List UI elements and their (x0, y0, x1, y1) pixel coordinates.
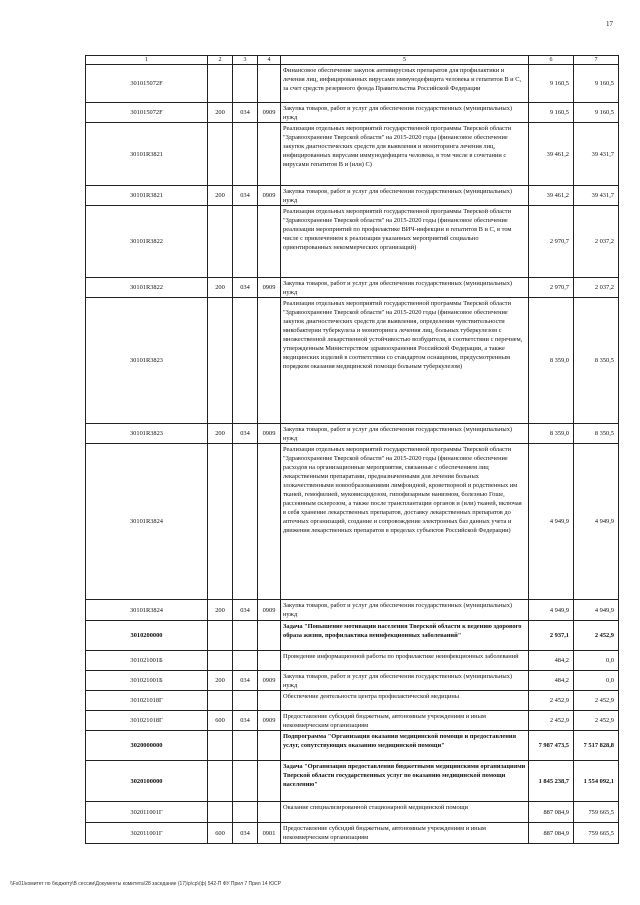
cell-value-1: 7 987 473,5 (529, 731, 574, 761)
cell-subsection (258, 691, 281, 711)
cell-value-1: 39 461,2 (529, 123, 574, 186)
cell-subsection: 0909 (258, 711, 281, 731)
table-header-row (86, 56, 619, 65)
cell-description: Закупка товаров, работ и услуг для обеспечения государственных (муниципальных) нужд (281, 103, 529, 123)
table-row (86, 621, 619, 651)
cell-grbs: 200 (208, 278, 233, 298)
cell-value-2: 39 431,7 (574, 186, 619, 206)
cell-code: 30101R3823 (86, 298, 208, 424)
cell-value-1: 887 084,9 (529, 823, 574, 844)
cell-description: Реализация отдельных мероприятий государственной программы Тверской области "Здравоохранение Тверской области" на 2015-2020 годы (финансовое обеспечение реализации мероприятий по профилактике ВИЧ-инфекции и гепатитов В и С, в том числе с привлечением к реализации указанных мероприятий социально ориентированных некоммерческих организаций) (281, 206, 529, 278)
table-row (86, 691, 619, 711)
table-row (86, 186, 619, 206)
table-row (86, 206, 619, 278)
cell-subsection: 0909 (258, 600, 281, 621)
column-header: 3 (233, 56, 258, 65)
cell-value-1: 1 845 238,7 (529, 761, 574, 802)
cell-section (233, 65, 258, 103)
cell-grbs (208, 123, 233, 186)
cell-value-1: 8 359,0 (529, 298, 574, 424)
cell-value-2: 4 949,9 (574, 444, 619, 600)
cell-code: 301021018Г (86, 691, 208, 711)
cell-section: 034 (233, 671, 258, 691)
cell-value-1: 8 359,0 (529, 424, 574, 444)
cell-value-2: 2 452,9 (574, 711, 619, 731)
cell-value-2: 7 517 828,8 (574, 731, 619, 761)
cell-section (233, 444, 258, 600)
cell-value-2: 8 350,5 (574, 424, 619, 444)
column-header: 4 (258, 56, 281, 65)
cell-value-1: 4 949,9 (529, 444, 574, 600)
cell-grbs (208, 65, 233, 103)
table-row (86, 711, 619, 731)
table-row (86, 278, 619, 298)
table-row (86, 671, 619, 691)
cell-code: 301015072F (86, 65, 208, 103)
cell-value-1: 2 970,7 (529, 278, 574, 298)
cell-code: 3020000000 (86, 731, 208, 761)
cell-value-1: 9 160,5 (529, 103, 574, 123)
cell-subsection (258, 123, 281, 186)
cell-code: 30101R3821 (86, 186, 208, 206)
table-row (86, 761, 619, 802)
cell-description: Закупка товаров, работ и услуг для обеспечения государственных (муниципальных) нужд (281, 600, 529, 621)
cell-section: 034 (233, 823, 258, 844)
cell-section (233, 731, 258, 761)
cell-value-2: 2 452,9 (574, 621, 619, 651)
cell-value-1: 484,2 (529, 671, 574, 691)
cell-subsection: 0909 (258, 186, 281, 206)
cell-value-1: 2 970,7 (529, 206, 574, 278)
cell-code: 301021001Б (86, 651, 208, 671)
cell-code: 30101R3823 (86, 424, 208, 444)
cell-description: Реализация отдельных мероприятий государственной программы Тверской области "Здравоохранение Тверской области" на 2015-2020 годы (финансовое обеспечение закупок диагностических средств для выявления и мониторинга лечения лиц, инфицированных вирусами иммунодефицита человека, в том числе в сочетании с вирусами гепатитов В и (или) С) (281, 123, 529, 186)
cell-description: Подпрограмма "Организация оказания медицинской помощи и предоставления услуг, сопутствующих оказанию медицинской помощи" (281, 731, 529, 761)
cell-value-2: 759 665,5 (574, 823, 619, 844)
cell-subsection: 0909 (258, 278, 281, 298)
cell-grbs: 600 (208, 711, 233, 731)
table-row (86, 731, 619, 761)
cell-description: Закупка товаров, работ и услуг для обеспечения государственных (муниципальных) нужд (281, 278, 529, 298)
cell-grbs (208, 651, 233, 671)
cell-grbs (208, 444, 233, 600)
cell-description: Оказание специализированной стационарной медицинской помощи (281, 802, 529, 823)
cell-grbs (208, 802, 233, 823)
cell-subsection (258, 65, 281, 103)
cell-subsection (258, 206, 281, 278)
cell-value-1: 484,2 (529, 651, 574, 671)
cell-grbs: 600 (208, 823, 233, 844)
cell-subsection (258, 731, 281, 761)
cell-value-1: 9 160,5 (529, 65, 574, 103)
cell-subsection: 0909 (258, 424, 281, 444)
cell-value-2: 9 160,5 (574, 65, 619, 103)
cell-value-2: 1 554 092,1 (574, 761, 619, 802)
cell-value-2: 2 037,2 (574, 206, 619, 278)
column-header: 6 (529, 56, 574, 65)
cell-subsection: 0909 (258, 671, 281, 691)
cell-grbs (208, 206, 233, 278)
cell-code: 30101R3824 (86, 600, 208, 621)
cell-description: Закупка товаров, работ и услуг для обеспечения государственных (муниципальных) нужд (281, 671, 529, 691)
cell-value-1: 2 937,1 (529, 621, 574, 651)
cell-value-2: 4 949,9 (574, 600, 619, 621)
cell-value-2: 9 160,5 (574, 103, 619, 123)
cell-code: 302011001Г (86, 802, 208, 823)
cell-grbs: 200 (208, 186, 233, 206)
cell-grbs (208, 761, 233, 802)
cell-section: 034 (233, 711, 258, 731)
table-row (86, 651, 619, 671)
cell-section (233, 691, 258, 711)
cell-value-1: 39 461,2 (529, 186, 574, 206)
cell-value-2: 759 665,5 (574, 802, 619, 823)
cell-grbs (208, 731, 233, 761)
column-header: 5 (281, 56, 529, 65)
cell-description: Закупка товаров, работ и услуг для обеспечения государственных (муниципальных) нужд (281, 186, 529, 206)
cell-value-2: 8 350,5 (574, 298, 619, 424)
cell-description: Реализация отдельных мероприятий государственной программы Тверской области "Здравоохранение Тверской области" на 2015-2020 годы (финансовое обеспечение расходов на организационные мероприятия, связанные с обеспечением лиц лекарственными препаратами, предназначенными для лечения больных злокачественными новообразованиями лимфоидной, кроветворной и родственных им тканей, гемофилией, муковисцидозом, гипофизарным нанизмом, болезнью Гоше, рассеянным склерозом, а также после трансплантации органов и (или) тканей, включая в себя хранение лекарственных препаратов, доставку лекарственных препаратов до аптечных организаций, создание и сопровождение электронных баз данных учета и движения лекарственных препаратов в пределах субъектов Российской Федерации) (281, 444, 529, 600)
table-row (86, 802, 619, 823)
cell-description: Финансовое обеспечение закупок антивирусных препаратов для профилактики и лечения лиц, инфицированных вирусами иммунодефицита человека и гепатитов В и С, за счет средств резервного фонда Правительства Российской Федерации (281, 65, 529, 103)
table-row (86, 823, 619, 844)
cell-value-2: 2 452,9 (574, 691, 619, 711)
cell-description: Закупка товаров, работ и услуг для обеспечения государственных (муниципальных) нужд (281, 424, 529, 444)
cell-description: Проведение информационной работы по профилактике неинфекционных заболеваний (281, 651, 529, 671)
cell-code: 302011001Г (86, 823, 208, 844)
cell-grbs (208, 298, 233, 424)
cell-description: Обеспечение деятельности центра профилактической медицины (281, 691, 529, 711)
cell-code: 30101R3824 (86, 444, 208, 600)
cell-section (233, 761, 258, 802)
cell-section (233, 651, 258, 671)
table-row (86, 103, 619, 123)
cell-value-2: 39 431,7 (574, 123, 619, 186)
cell-subsection (258, 761, 281, 802)
footer-file-path: \\Fs01\комитет по бюджету\В сессии\Документы комитета\28 заседание (17)\р\ср\(ф) 542-П ФУ Прил 7 Прил 14 ЮСР (10, 881, 281, 887)
cell-section (233, 621, 258, 651)
cell-value-2: 0,0 (574, 651, 619, 671)
cell-grbs: 200 (208, 424, 233, 444)
table-row (86, 600, 619, 621)
cell-section (233, 206, 258, 278)
table-row (86, 444, 619, 600)
table-row (86, 123, 619, 186)
cell-subsection (258, 298, 281, 424)
cell-code: 30101R3822 (86, 206, 208, 278)
cell-section (233, 802, 258, 823)
column-header: 1 (86, 56, 208, 65)
cell-grbs: 200 (208, 103, 233, 123)
cell-subsection (258, 621, 281, 651)
cell-subsection (258, 802, 281, 823)
cell-section (233, 123, 258, 186)
cell-code: 30101R3821 (86, 123, 208, 186)
cell-subsection (258, 444, 281, 600)
table-row (86, 65, 619, 103)
cell-description: Задача "Повышение мотивации населения Тверской области к ведению здорового образа жизни, профилактика неинфекционных заболеваний" (281, 621, 529, 651)
cell-grbs (208, 621, 233, 651)
cell-subsection: 0909 (258, 103, 281, 123)
column-header: 7 (574, 56, 619, 65)
cell-value-2: 2 037,2 (574, 278, 619, 298)
cell-description: Предоставление субсидий бюджетным, автономным учреждениям и иным некоммерческим организациям (281, 711, 529, 731)
cell-value-1: 2 452,9 (529, 711, 574, 731)
cell-code: 3020100000 (86, 761, 208, 802)
cell-code: 301021018Г (86, 711, 208, 731)
budget-table (85, 55, 619, 844)
cell-value-1: 2 452,9 (529, 691, 574, 711)
cell-value-2: 0,0 (574, 671, 619, 691)
cell-section: 034 (233, 424, 258, 444)
table-row (86, 424, 619, 444)
cell-description: Реализация отдельных мероприятий государственной программы Тверской области "Здравоохранение Тверской области" на 2015-2020 годы (финансовое обеспечение закупок диагностических средств для выявления, определения чувствительности микобактерии туберкулеза и мониторинга лечения лиц, больных туберкулезом с множественной лекарственной устойчивостью возбудителя, в соответствии с перечнем, утвержденным Министерством здравоохранения Российской Федерации, а также медицинских изделий в соответствии со стандартом оснащения, предусмотренным порядком оказания медицинской помощи больным туберкулезом) (281, 298, 529, 424)
cell-subsection (258, 651, 281, 671)
cell-code: 30101R3822 (86, 278, 208, 298)
column-header: 2 (208, 56, 233, 65)
cell-section (233, 298, 258, 424)
cell-grbs: 200 (208, 600, 233, 621)
cell-code: 301015072F (86, 103, 208, 123)
cell-value-1: 4 949,9 (529, 600, 574, 621)
cell-grbs (208, 691, 233, 711)
cell-value-1: 887 084,9 (529, 802, 574, 823)
cell-description: Задача "Организация предоставления бюджетными медицинскими организациями Тверской области государственных услуг по оказанию медицинской помощи населению" (281, 761, 529, 802)
cell-section: 034 (233, 103, 258, 123)
cell-section: 034 (233, 278, 258, 298)
cell-subsection: 0901 (258, 823, 281, 844)
page-number: 17 (606, 20, 613, 28)
cell-section: 034 (233, 186, 258, 206)
cell-grbs: 200 (208, 671, 233, 691)
cell-code: 3010200000 (86, 621, 208, 651)
table-row (86, 298, 619, 424)
cell-section: 034 (233, 600, 258, 621)
cell-description: Предоставление субсидий бюджетным, автономным учреждениям и иным некоммерческим организациям (281, 823, 529, 844)
cell-code: 301021001Б (86, 671, 208, 691)
